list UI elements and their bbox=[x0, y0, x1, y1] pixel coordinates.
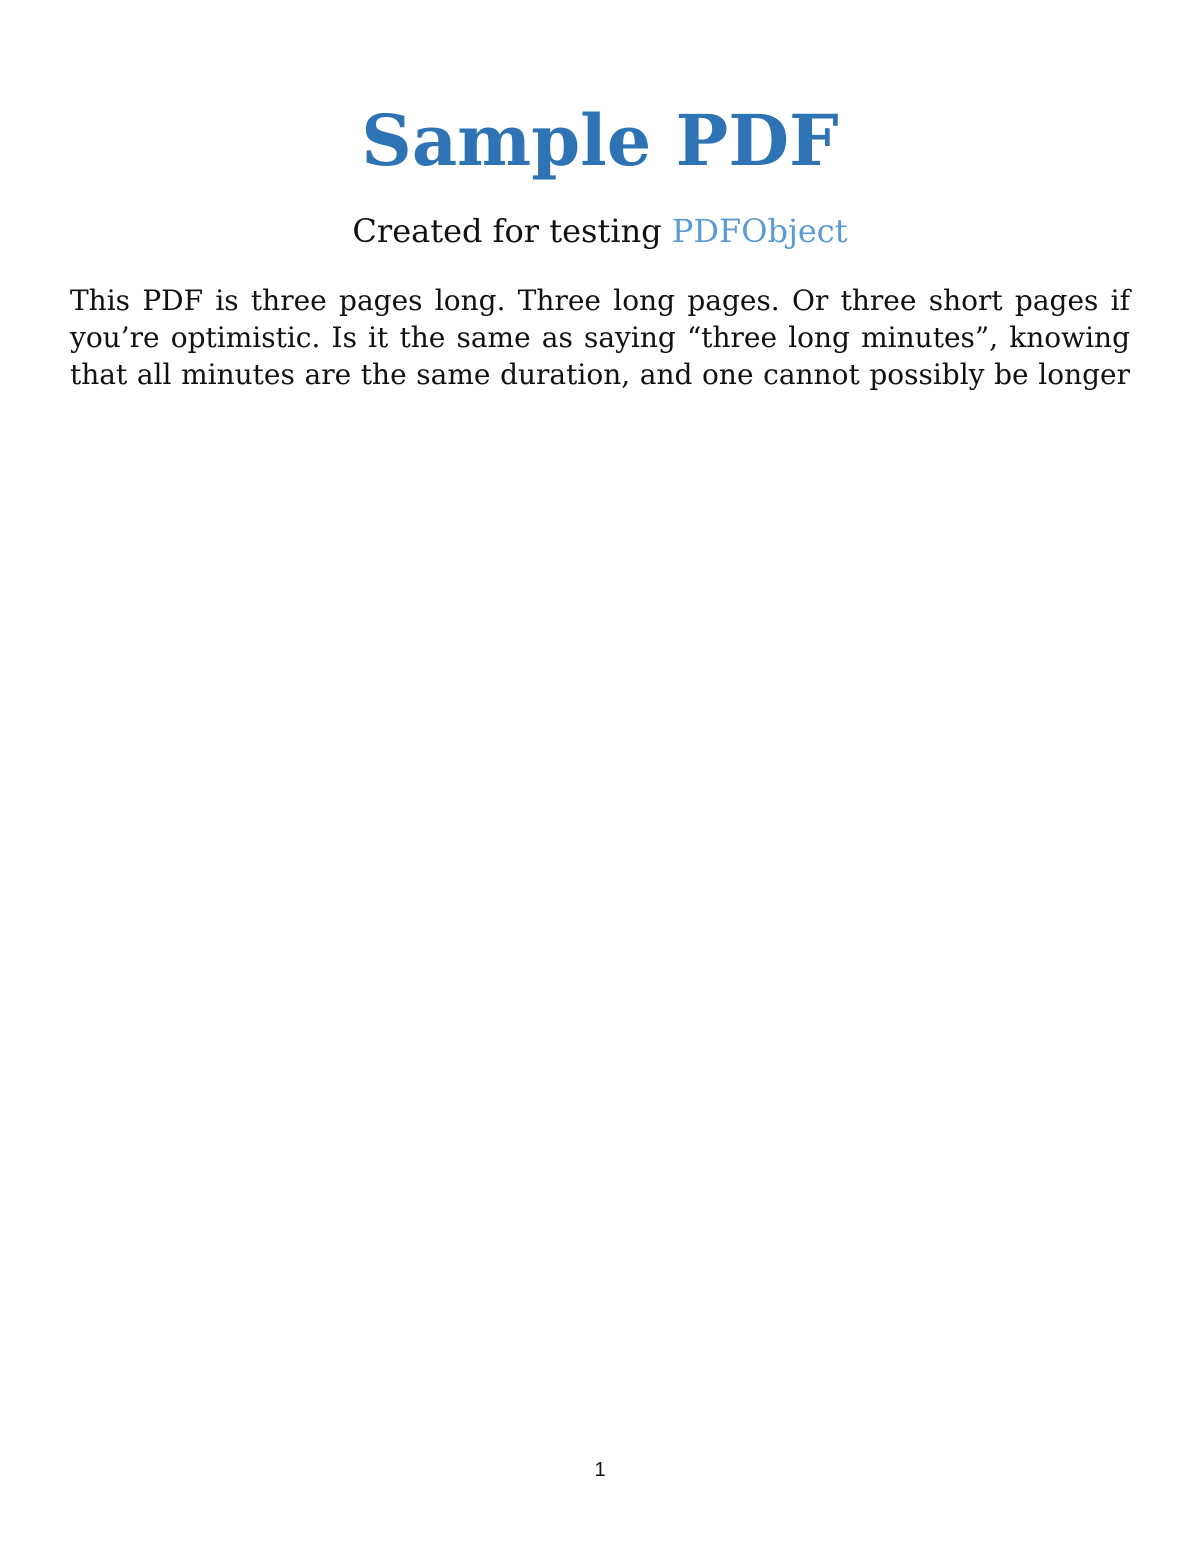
body-line-2: you’re optimistic. Is it the same as saying “three long minutes”, knowing bbox=[70, 321, 1130, 354]
document-subtitle bbox=[0, 208, 1200, 254]
body-line-1: This PDF is three pages long. Three long pages. Or three short pages if bbox=[70, 284, 1130, 317]
body-line-3: that all minutes are the same duration, and one cannot possibly be longer bbox=[70, 358, 1130, 391]
page-number: 1 bbox=[594, 1459, 606, 1481]
subtitle-prefix: Created for testing bbox=[352, 212, 672, 250]
document-title: Sample PDF bbox=[361, 99, 839, 182]
pdfobject-link[interactable]: PDFObject bbox=[671, 212, 848, 250]
body-paragraph bbox=[70, 282, 1130, 393]
